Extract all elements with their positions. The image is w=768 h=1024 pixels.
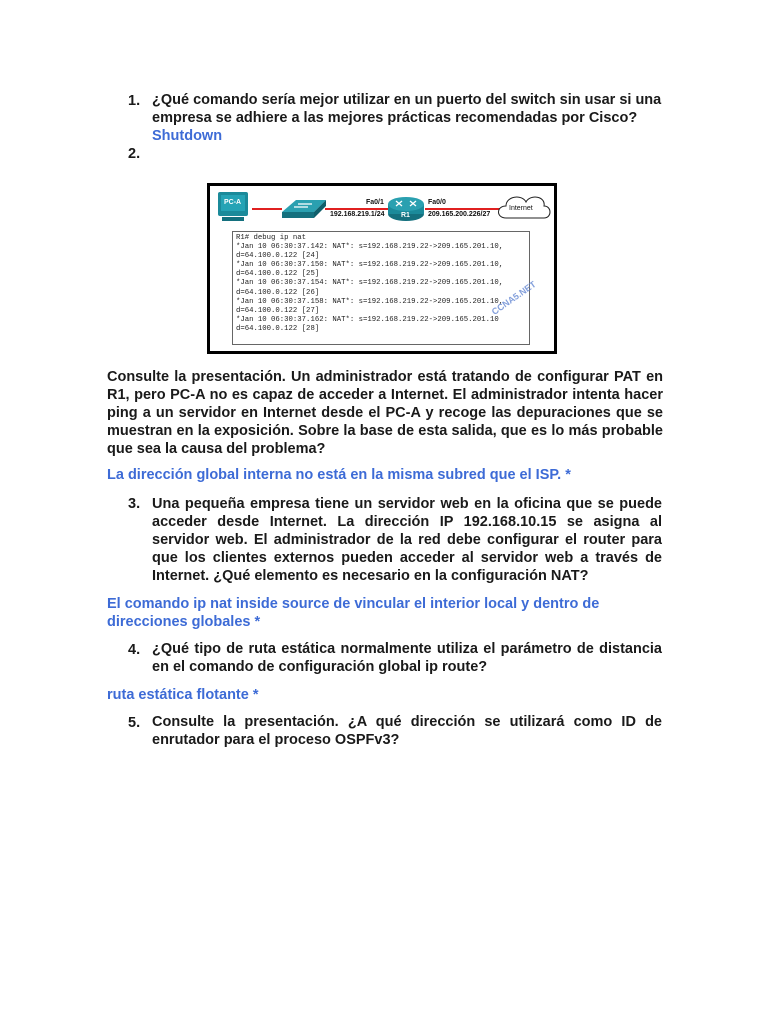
pc-label: PC-A	[224, 199, 242, 206]
switch-icon	[282, 200, 326, 218]
console-line: d=64.100.0.122 [25]	[236, 270, 320, 279]
question-3-text: Una pequeña empresa tiene un servidor web en la oficina que se puede acceder desde Internet. La dirección IP 192.168.10.15 se asigna al servidor web. El administrador de la red debe configurar el router para que los clientes externos pueden acceder al servidor web a través de Internet. ¿Qué elemento es necesario en la configuración NAT?	[152, 496, 662, 584]
fa01-label: Fa0/1	[366, 199, 384, 206]
answer-1: Shutdown	[152, 128, 223, 144]
pc-icon	[218, 192, 248, 221]
console-line: *Jan 10 06:30:37.150: NAT*: s=192.168.219.22->209.165.201.10,	[236, 261, 504, 270]
question-2-text: Consulte la presentación. Un administrador está tratando de configurar PAT en R1, pero PC-A no es capaz de acceder a Internet. El administrador intenta hacer ping a un servidor en Internet desde el PC-A y recoge las depuraciones que se muestran en la exposición. Sobre la base de esta salida, que es lo más probable que sea la causa del problema?	[107, 369, 663, 457]
console-line: R1# debug ip nat	[236, 234, 307, 242]
outside-network-label: 209.165.200.226/27	[428, 211, 491, 218]
console-line: d=64.100.0.122 [28]	[236, 324, 320, 333]
question-1-line-1: ¿Qué comando sería mejor utilizar en un puerto del switch sin usar si una	[152, 92, 662, 108]
question-1-number: 1.	[128, 93, 141, 109]
console-line: *Jan 10 06:30:37.158: NAT*: s=192.168.219.22->209.165.201.10,	[236, 297, 504, 306]
console-line: *Jan 10 06:30:37.154: NAT*: s=192.168.219.22->209.165.201.10,	[236, 279, 504, 288]
console-line: d=64.100.0.122 [24]	[236, 252, 320, 261]
router-label: R1	[401, 212, 410, 219]
topology-diagram	[210, 186, 554, 232]
console-line: *Jan 10 06:30:37.142: NAT*: s=192.168.219.22->209.165.201.10,	[236, 243, 504, 252]
internet-label: Internet	[509, 205, 533, 212]
console-line: *Jan 10 06:30:37.162: NAT*: s=192.168.219.22->209.165.201.10	[236, 315, 499, 324]
answer-4: ruta estática flotante *	[107, 687, 259, 703]
question-4-text: ¿Qué tipo de ruta estática normalmente utiliza el parámetro de distancia en el comando de configuración global ip route?	[152, 641, 662, 675]
question-3-number: 3.	[128, 496, 141, 512]
inside-network-label: 192.168.219.1/24	[330, 211, 385, 218]
question-1-text	[152, 91, 662, 127]
answer-2: La dirección global interna no está en la misma subred que el ISP. *	[107, 467, 571, 483]
debug-output	[232, 231, 530, 345]
question-4-number: 4.	[128, 642, 141, 658]
question-5-number: 5.	[128, 715, 141, 731]
question-1-line-2: empresa se adhiere a las mejores prácticas recomendadas por Cisco?	[152, 110, 638, 126]
answer-3: El comando ip nat inside source de vincular el interior local y dentro de direcciones globales *	[107, 596, 600, 630]
question-2-number: 2.	[128, 146, 141, 162]
watermark: CCNA5.NET	[489, 279, 538, 317]
question-5-text: Consulte la presentación. ¿A qué dirección se utilizará como ID de enrutador para el proceso OSPFv3?	[152, 714, 662, 748]
console-line: d=64.100.0.122 [27]	[236, 306, 320, 315]
fa00-label: Fa0/0	[428, 199, 446, 206]
console-line: d=64.100.0.122 [26]	[236, 288, 320, 297]
